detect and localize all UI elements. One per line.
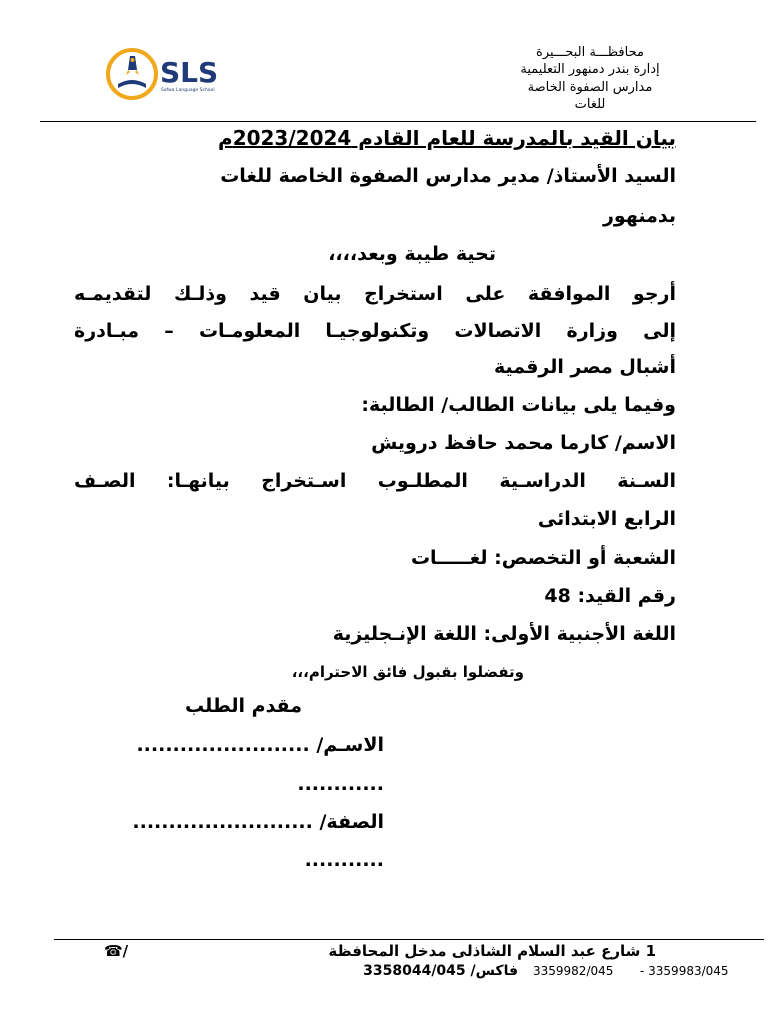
footer-address: 1 شارع عبد السلام الشاذلى مدخل المحافظة [328, 942, 656, 960]
applicant-name-row [136, 733, 384, 757]
footer-phone-1: 3359983/045 - [640, 964, 729, 978]
applicant-role-dots: ......................... [132, 811, 313, 833]
applicant-name-dots: ........................ [136, 734, 310, 756]
applicant-role-label: الصفة/ [319, 811, 384, 833]
logo-wordmark: SLS [160, 56, 219, 89]
applicant-name-dots-continued: ............ [297, 773, 384, 795]
header-divider [40, 121, 756, 122]
applicant-title: مقدم الطلب [185, 695, 302, 717]
greeting: تحية طيبة وبعد،،،، [328, 243, 496, 265]
student-name: الاسم/ كارما محمد حافظ درويش [371, 432, 676, 454]
header-administration: إدارة بندر دمنهور التعليمية [520, 62, 660, 77]
school-year-line-2: الرابع الابتدائى [537, 508, 676, 530]
footer-fax: فاكس/ 3358044/045 [363, 963, 518, 979]
closing-line: وتفضلوا بقبول فائق الاحترام،،، [291, 663, 524, 681]
registration-number: رقم القيد: 48 [544, 585, 676, 607]
phone-icon: ☎/ [104, 942, 129, 960]
applicant-name-label: الاسـم/ [316, 734, 384, 756]
logo-tagline: Safwa Language School [161, 88, 215, 93]
school-logo [104, 44, 228, 102]
school-year-line-1: السـنة الدراسـية المطلـوب اسـتخراج بيانهـا: الصـف [74, 470, 676, 492]
division: الشعبة أو التخصص: لغـــــات [410, 547, 676, 569]
page-title: بيان القيد بالمدرسة للعام القادم 2023/2024م [218, 126, 676, 150]
request-line-3: أشبال مصر الرقمية [493, 356, 676, 378]
applicant-role-row [132, 810, 384, 834]
addressee-line-2: بدمنهور [602, 205, 676, 227]
addressee-line-1: السيد الأستاذ/ مدير مدارس الصفوة الخاصة للغات [220, 165, 676, 187]
book-rocket-logo-icon [104, 44, 228, 102]
header-school: مدارس الصفوة الخاصة [527, 80, 653, 95]
footer-divider [54, 939, 764, 940]
request-line-1: أرجو الموافقة على استخراج بيان قيد وذلـك لتقديمـه [74, 283, 676, 305]
student-data-intro: وفيما يلى بيانات الطالب/ الطالبة: [361, 394, 676, 416]
header-school-languages: للغات [574, 97, 606, 112]
request-line-2: إلى وزارة الاتصالات وتكنولوجيـا المعلومـات – مبـادرة [74, 320, 676, 342]
header-governorate: محافظـــة البحـــيرة [536, 45, 644, 60]
first-foreign-language: اللغة الأجنبية الأولى: اللغة الإنـجليزية [332, 623, 676, 645]
footer-phone-2: 3359982/045 [533, 964, 614, 978]
applicant-role-dots-continued: ........... [304, 849, 384, 871]
